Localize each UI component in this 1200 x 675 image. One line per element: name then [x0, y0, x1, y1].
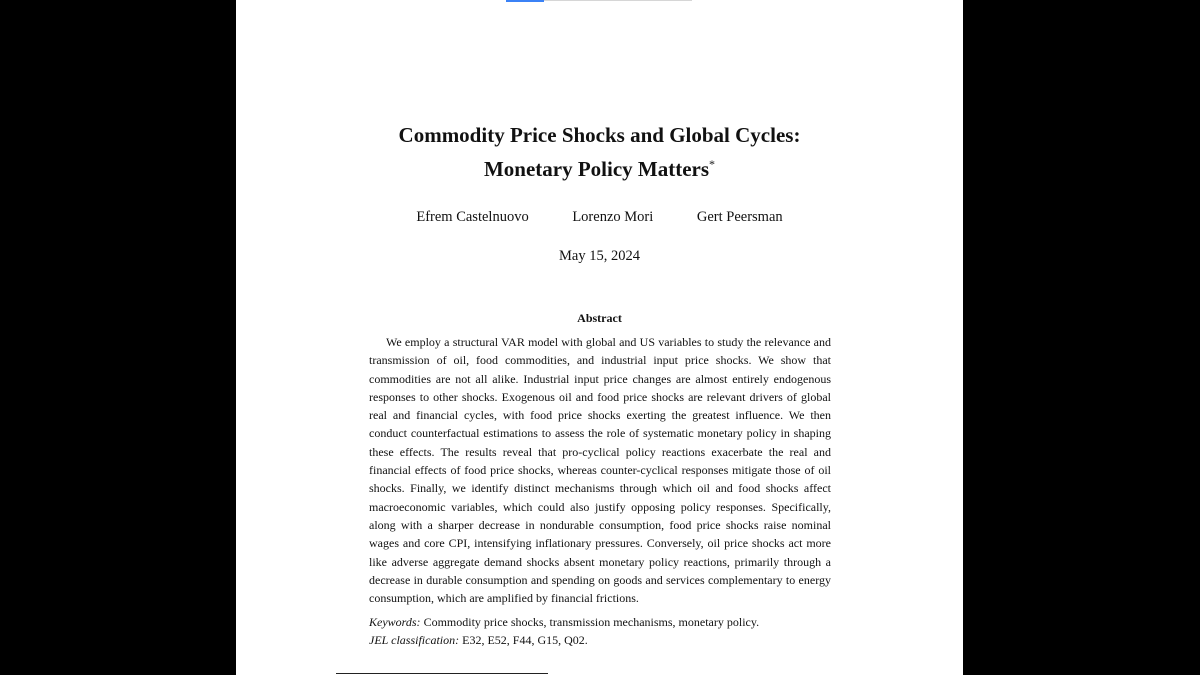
jel-value: E32, E52, F44, G15, Q02. [462, 633, 588, 648]
abstract-text: We employ a structural VAR model with global and US variables to study the relevance and transmission of oil, food commodities, and industrial input price shocks. We show that commodities are not all alike. Industrial input price changes are almost entirely endogenous responses to other shocks. Exogenous oil and food price shocks are relevant drivers of global real and financial cycles, with food price shocks exerting the greatest influence. We then conduct counterfactual estimations to assess the role of systematic monetary policy in shaping these effects. The results reveal that pro-cyclical policy reactions exacerbate the real and financial effects of food price shocks, whereas counter-cyclical responses mitigate those of oil shocks. Finally, we identify distinct mechanisms through which oil and food shocks affect macroeconomic variables, which could also justify opposing policy responses. Specifically, along with a sharper decrease in nondurable consumption, food price shocks raise nominal wages and core CPI, intensifying inflationary pressures. Conversely, oil price shocks act more like adverse aggregate demand shocks absent monetary policy reactions, primarily through a decrease in durable consumption and spending on goods and services complementary to energy consumption, which are amplified by financial frictions. [369, 335, 831, 606]
jel-label: JEL classification: [369, 633, 460, 648]
keywords-line [369, 613, 839, 631]
paper-title-line-1: Commodity Price Shocks and Global Cycles: [398, 123, 801, 147]
title-footnote-mark: * [709, 157, 716, 171]
abstract-heading: Abstract [577, 311, 622, 325]
keywords-label: Keywords: [369, 615, 421, 629]
jel-line [369, 631, 839, 649]
paper-title-line-2 [236, 154, 963, 185]
paper-title-text: Monetary Policy Matters [483, 157, 710, 181]
author-name: Gert Peersman [696, 209, 783, 225]
publication-date: May 15, 2024 [559, 248, 640, 264]
footnote-rule [336, 673, 548, 674]
author-name: Lorenzo Mori [572, 209, 654, 225]
keywords-value: Commodity price shocks, transmission mechanisms, monetary policy. [423, 615, 760, 629]
author-list [236, 207, 963, 227]
author-name: Efrem Castelnuovo [416, 209, 529, 225]
keywords-block [369, 613, 839, 650]
top-scroll-indicator-accent [506, 0, 544, 2]
paper-page [236, 0, 963, 675]
